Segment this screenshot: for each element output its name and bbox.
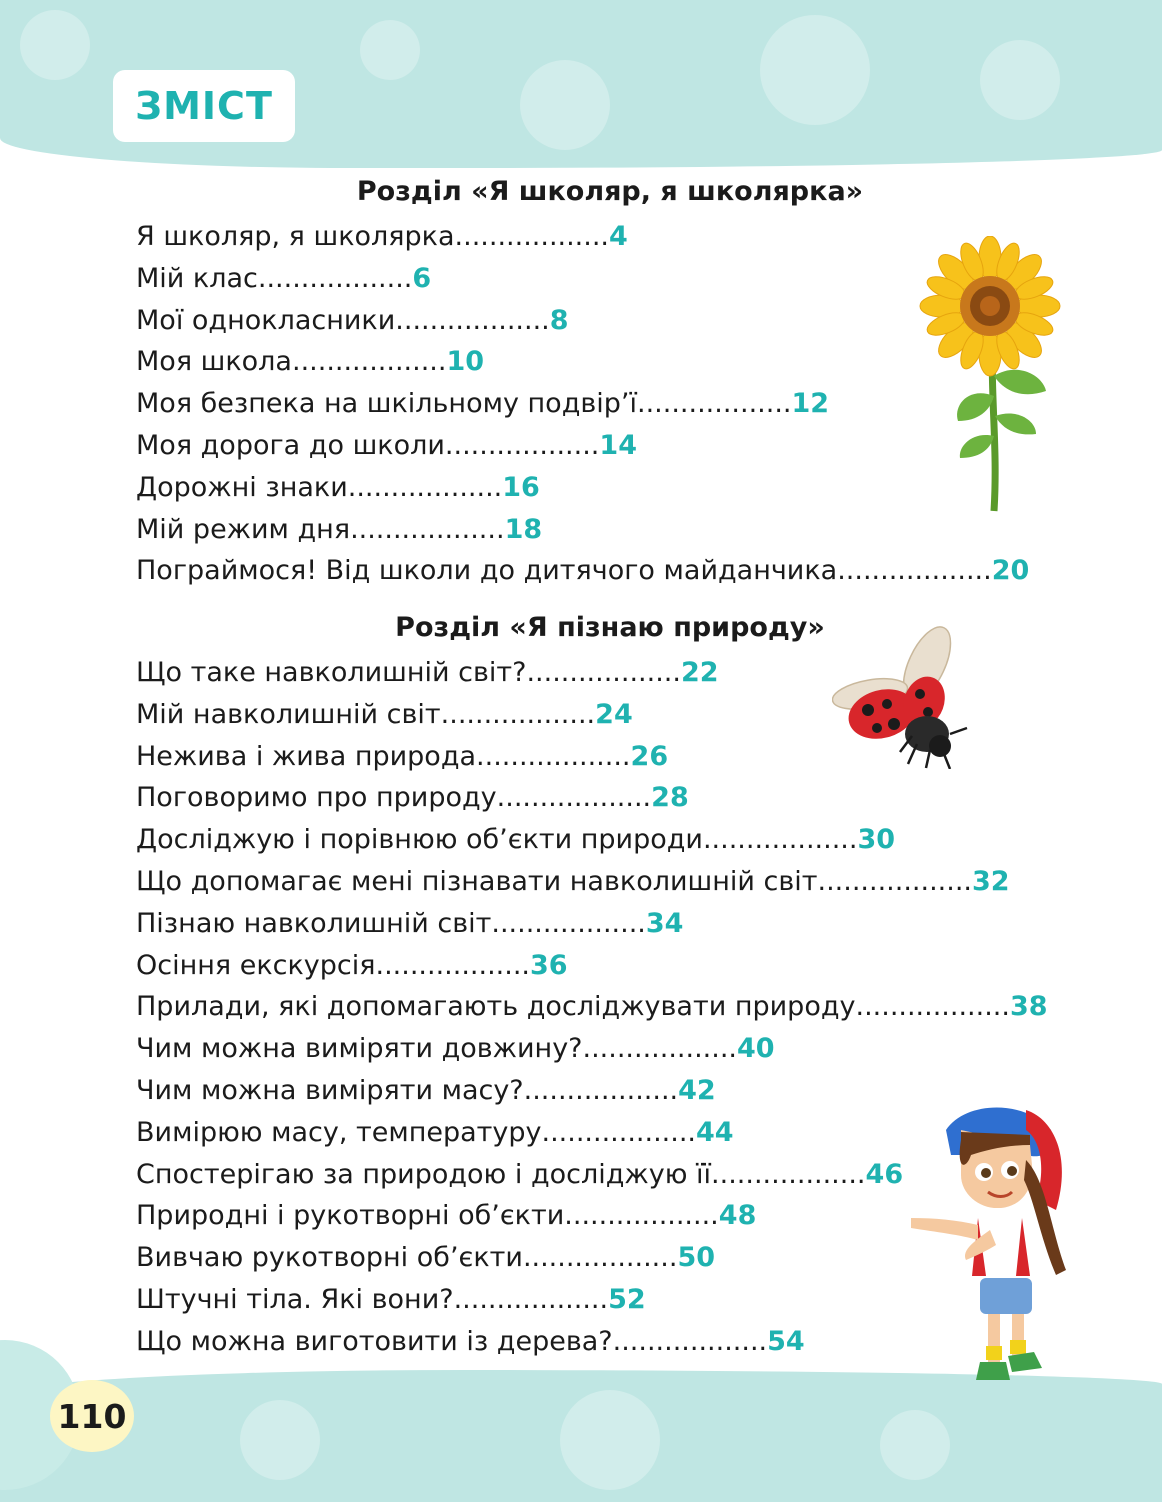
toc-item-label: Що допомагає мені пізнавати навколишній світ xyxy=(136,865,818,897)
toc-leader-dots: .................. xyxy=(350,513,505,545)
toc-item-page: 46 xyxy=(865,1158,904,1190)
toc-item-label: Мій режим дня xyxy=(136,513,351,545)
toc-item-label: Пограймося! Від школи до дитячого майданчика xyxy=(136,555,838,587)
bubble-decoration xyxy=(360,20,420,80)
toc-item-label: Поговоримо про природу xyxy=(136,782,497,814)
toc-item[interactable] xyxy=(136,1028,1048,1070)
toc-leader-dots: .................. xyxy=(444,429,600,461)
toc-item-page: 20 xyxy=(991,555,1030,587)
toc-item[interactable] xyxy=(136,258,1029,300)
toc-item-label: Прилади, які допомагають досліджувати природу xyxy=(136,991,856,1023)
page-title: ЗМІСТ xyxy=(135,84,273,128)
toc-leader-dots: .................. xyxy=(522,1242,678,1274)
toc-leader-dots: .................. xyxy=(453,1283,609,1315)
toc-item[interactable] xyxy=(136,300,1029,342)
section-heading-1: Розділ «Я школяр, я школярка» xyxy=(356,176,864,207)
toc-item-label: Природні і рукотворні об’єкти xyxy=(136,1200,565,1232)
toc-item-page: 34 xyxy=(645,907,684,939)
toc-item[interactable] xyxy=(136,216,1029,258)
title-box xyxy=(113,70,295,142)
toc-leader-dots: .................. xyxy=(257,262,413,294)
toc-item-label: Штучні тіла. Які вони? xyxy=(136,1283,454,1315)
toc-leader-dots: .................. xyxy=(454,221,610,252)
toc-item-label: Я школяр, я школярка xyxy=(136,221,455,252)
toc-item-page: 42 xyxy=(678,1074,716,1106)
toc-leader-dots: .................. xyxy=(347,471,503,503)
bubble-decoration xyxy=(980,40,1060,120)
toc-item-page: 44 xyxy=(696,1116,734,1148)
page-number: 110 xyxy=(57,1396,127,1436)
toc-item-page: 28 xyxy=(651,782,689,814)
toc-item[interactable] xyxy=(136,903,1048,945)
toc-item-label: Чим можна виміряти довжину? xyxy=(136,1033,583,1065)
toc-item-page: 8 xyxy=(549,304,569,336)
toc-item-label: Чим можна виміряти масу? xyxy=(136,1074,524,1106)
toc-item-page: 22 xyxy=(680,657,719,688)
toc-item-label: Пізнаю навколишній світ xyxy=(136,907,492,939)
toc-item-page: 32 xyxy=(972,865,1010,897)
toc-item[interactable] xyxy=(136,425,1029,467)
toc-item-page: 4 xyxy=(609,221,628,252)
toc-item-page: 16 xyxy=(502,471,540,503)
toc-item-label: Моя дорога до школи xyxy=(136,429,445,461)
toc-item[interactable] xyxy=(136,467,1029,509)
ladybug-icon xyxy=(832,624,972,769)
toc-leader-dots: .................. xyxy=(612,1325,768,1357)
toc-item-page: 54 xyxy=(767,1325,805,1357)
toc-item-page: 38 xyxy=(1009,991,1048,1023)
toc-item-page: 10 xyxy=(446,346,485,378)
toc-item-page: 30 xyxy=(857,824,896,856)
bubble-decoration xyxy=(20,10,90,80)
toc-item-label: Моя школа xyxy=(136,346,292,378)
bubble-decoration xyxy=(880,1410,950,1480)
toc-item-page: 14 xyxy=(599,429,637,461)
toc-leader-dots: .................. xyxy=(564,1200,719,1232)
toc-item-label: Що таке навколишній світ? xyxy=(136,657,527,688)
toc-item[interactable] xyxy=(136,986,1048,1028)
toc-item-label: Нежива і жива природа xyxy=(136,740,477,772)
toc-item-page: 18 xyxy=(504,513,543,545)
section-heading-2: Розділ «Я пізнаю природу» xyxy=(395,612,825,643)
toc-leader-dots: .................. xyxy=(637,388,792,420)
toc-leader-dots: .................. xyxy=(523,1074,679,1106)
toc-item-page: 12 xyxy=(791,388,830,420)
toc-item[interactable] xyxy=(136,383,1029,425)
toc-item-page: 48 xyxy=(718,1200,757,1232)
toc-leader-dots: .................. xyxy=(837,555,992,587)
toc-item-label: Вивчаю рукотворні об’єкти xyxy=(136,1242,523,1274)
toc-leader-dots: .................. xyxy=(375,949,531,981)
toc-leader-dots: .................. xyxy=(526,657,681,688)
toc-leader-dots: .................. xyxy=(541,1116,697,1148)
toc-item-label: Мій клас xyxy=(136,262,258,294)
toc-leader-dots: .................. xyxy=(711,1158,866,1190)
bubble-decoration xyxy=(560,1390,660,1490)
page-number-badge xyxy=(50,1380,134,1452)
toc-item-label: Мої однокласники xyxy=(136,304,396,336)
toc-item-label: Спостерігаю за природою і досліджую її xyxy=(136,1158,712,1190)
toc-leader-dots: .................. xyxy=(855,991,1010,1023)
toc-leader-dots: .................. xyxy=(817,865,972,897)
toc-item[interactable] xyxy=(136,509,1029,551)
toc-leader-dots: .................. xyxy=(440,698,596,730)
toc-item[interactable] xyxy=(136,861,1048,903)
toc-item-label: Вимірюю масу, температуру xyxy=(136,1116,542,1148)
toc-item-page: 40 xyxy=(737,1033,775,1065)
toc-item[interactable] xyxy=(136,777,1048,819)
toc-item-page: 50 xyxy=(677,1242,716,1274)
toc-item[interactable] xyxy=(136,341,1029,383)
toc-item-label: Осіння екскурсія xyxy=(136,949,376,981)
toc-item-page: 24 xyxy=(595,698,633,730)
toc-item-label: Дорожні знаки xyxy=(136,471,348,503)
toc-leader-dots: .................. xyxy=(291,346,447,378)
toc-leader-dots: .................. xyxy=(491,907,646,939)
toc-leader-dots: .................. xyxy=(496,782,652,814)
bubble-decoration xyxy=(520,60,610,150)
toc-list-section-1 xyxy=(136,216,1029,592)
toc-item-label: Досліджую і порівнюю об’єкти природи xyxy=(136,824,703,856)
girl-with-cap-icon xyxy=(906,1100,1066,1390)
sunflower-icon xyxy=(918,236,1068,516)
toc-item-label: Мій навколишній світ xyxy=(136,698,441,730)
toc-item[interactable] xyxy=(136,819,1048,861)
toc-leader-dots: .................. xyxy=(395,304,550,336)
toc-item-label: Що можна виготовити із дерева? xyxy=(136,1325,613,1357)
toc-leader-dots: .................. xyxy=(476,740,631,772)
bubble-decoration xyxy=(760,15,870,125)
toc-item-page: 36 xyxy=(530,949,568,981)
bubble-decoration xyxy=(240,1400,320,1480)
toc-leader-dots: .................. xyxy=(582,1033,738,1065)
toc-item-page: 6 xyxy=(412,262,432,294)
toc-item-page: 52 xyxy=(608,1283,646,1315)
toc-item[interactable] xyxy=(136,550,1029,592)
toc-leader-dots: .................. xyxy=(702,824,858,856)
toc-item-page: 26 xyxy=(630,740,669,772)
toc-item[interactable] xyxy=(136,945,1048,987)
toc-item-label: Моя безпека на шкільному подвір’ї xyxy=(136,388,638,420)
